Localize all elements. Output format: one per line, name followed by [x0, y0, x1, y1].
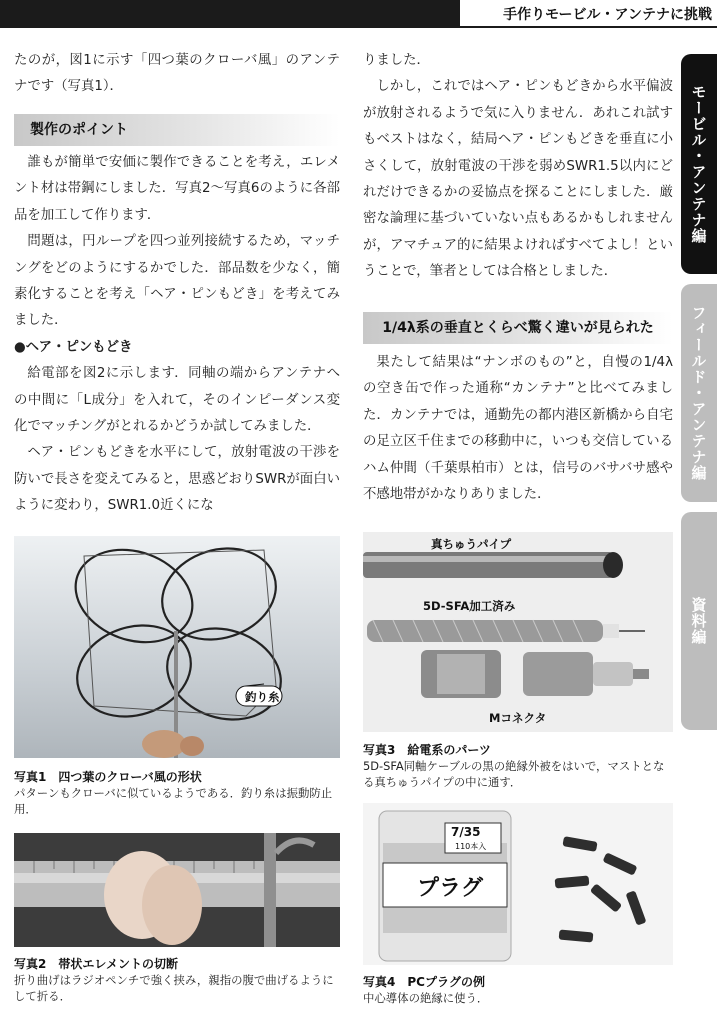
photo3-caption-title: 写真3 給電系のパーツ	[363, 743, 491, 757]
photo3-caption: 5D-SFA同軸ケーブルの黒の絶縁外被をはいで，マストとなる真ちゅうパイプの中に通す．	[363, 759, 665, 789]
paragraph: りました．	[363, 53, 430, 68]
photo4-caption-title: 写真4 PCプラグの例	[363, 975, 485, 989]
photo1-caption: パターンもクローバに似ているようである．釣り糸は振動防止用．	[14, 786, 333, 816]
column-left-body	[14, 150, 340, 520]
paragraph: 給電部を図2に示します．同軸の端からアンテナへの中間に「L成分」を入れて，そのインピーダンス変化でマッチングがとれるかどうか試してみました．	[14, 366, 340, 435]
photo1-clover-antenna	[14, 536, 340, 758]
photo4-pc-plug	[363, 803, 673, 965]
side-tab-field: フィールド・アンテナ編	[681, 284, 717, 502]
photo2-caption-title: 写真2 帯状エレメントの切断	[14, 957, 178, 971]
label-m-connector: Mコネクタ	[489, 711, 547, 725]
photo1-caption-title: 写真1 四つ葉のクローバ風の形状	[14, 770, 202, 784]
side-tab-reference: 資料編	[681, 512, 717, 730]
paragraph: 誰もが簡単で安価に製作できることを考え，エレメント材は帯鋼にしました．写真2〜写真6のように各部品を加工して作ります．	[14, 155, 340, 223]
clover-antenna-illustration	[14, 536, 340, 758]
section-heading-comparison: 1/4λ系の垂直とくらべ驚く違いが見られた	[363, 312, 673, 344]
paragraph: ヘア・ピンもどきを水平にして，放射電波の干渉を防いで長さを変えてみると，思惑どおりSWRが面白いように変わり，SWR1.0近くにな	[14, 445, 340, 514]
photo4-caption: 中心導体の絶縁に使う．	[363, 991, 489, 1005]
box-count-label: 110本入	[455, 842, 487, 851]
photo3-feed-parts	[363, 532, 673, 732]
label-coax-processed: 5D-SFA加工済み	[423, 599, 516, 613]
running-header-title: 手作りモービル・アンテナに挑戦	[503, 7, 712, 23]
box-brand-label: プラグ	[417, 876, 484, 901]
label-fishing-line: 釣り糸	[245, 690, 280, 704]
header-rule	[0, 26, 717, 28]
feed-parts-illustration	[363, 532, 673, 732]
pc-plug-illustration	[363, 803, 673, 965]
label-brass-pipe: 真ちゅうパイプ	[431, 537, 512, 551]
intro-paragraph: たのが，図1に示す「四つ葉のクローバ風」のアンテナです（写真1）．	[14, 53, 340, 95]
column-right-body	[363, 350, 673, 508]
box-size-label: 7/35	[451, 825, 481, 839]
paragraph: しかし，これではヘア・ピンもどきから水平偏波が放射されるようで気に入りません．あれこれ試すもベストはなく，結局ヘア・ピンもどきを垂直に小さくして，放射電波の干渉を弱めSWR1.5以内にどれだけできるかの妥協点を探ることにしました．厳密な論理に基づいていない点もあるかもしれませんが，アマチュア的に結果よければすべてよし！ということで，筆者としては合格としました．	[363, 79, 673, 280]
paragraph: 問題は，円ループを四つ並列接続するため，マッチングをどのようにするかでした．部品数を少なく，簡素化することを考え「ヘア・ピンもどき」を考えてみました．	[14, 234, 340, 329]
strip-cutting-illustration	[14, 833, 340, 947]
subheading-hairpin: ●ヘア・ピンもどき	[14, 339, 133, 355]
column-right-top	[363, 48, 673, 286]
column-left-top	[14, 48, 340, 101]
side-tab-mobile: モービル・アンテナ編	[681, 54, 717, 274]
header-bar	[0, 0, 460, 26]
photo2-strip-cutting	[14, 833, 340, 947]
photo2-caption: 折り曲げはラジオペンチで強く挟み，親指の腹で曲げるようにして折る．	[14, 973, 334, 1003]
section-heading-points: 製作のポイント	[14, 114, 340, 146]
paragraph: 果たして結果は“ナンボのもの”と，自慢の1/4λの空き缶で作った通称“カンテナ”と比べてみました．カンテナでは，通勤先の都内港区新橋から自宅の足立区千住までの移動中に，いつも交信しているハム仲間（千葉県柏市）とは，信号のバサバサ感や不感地帯がかなりありました．	[363, 355, 673, 503]
